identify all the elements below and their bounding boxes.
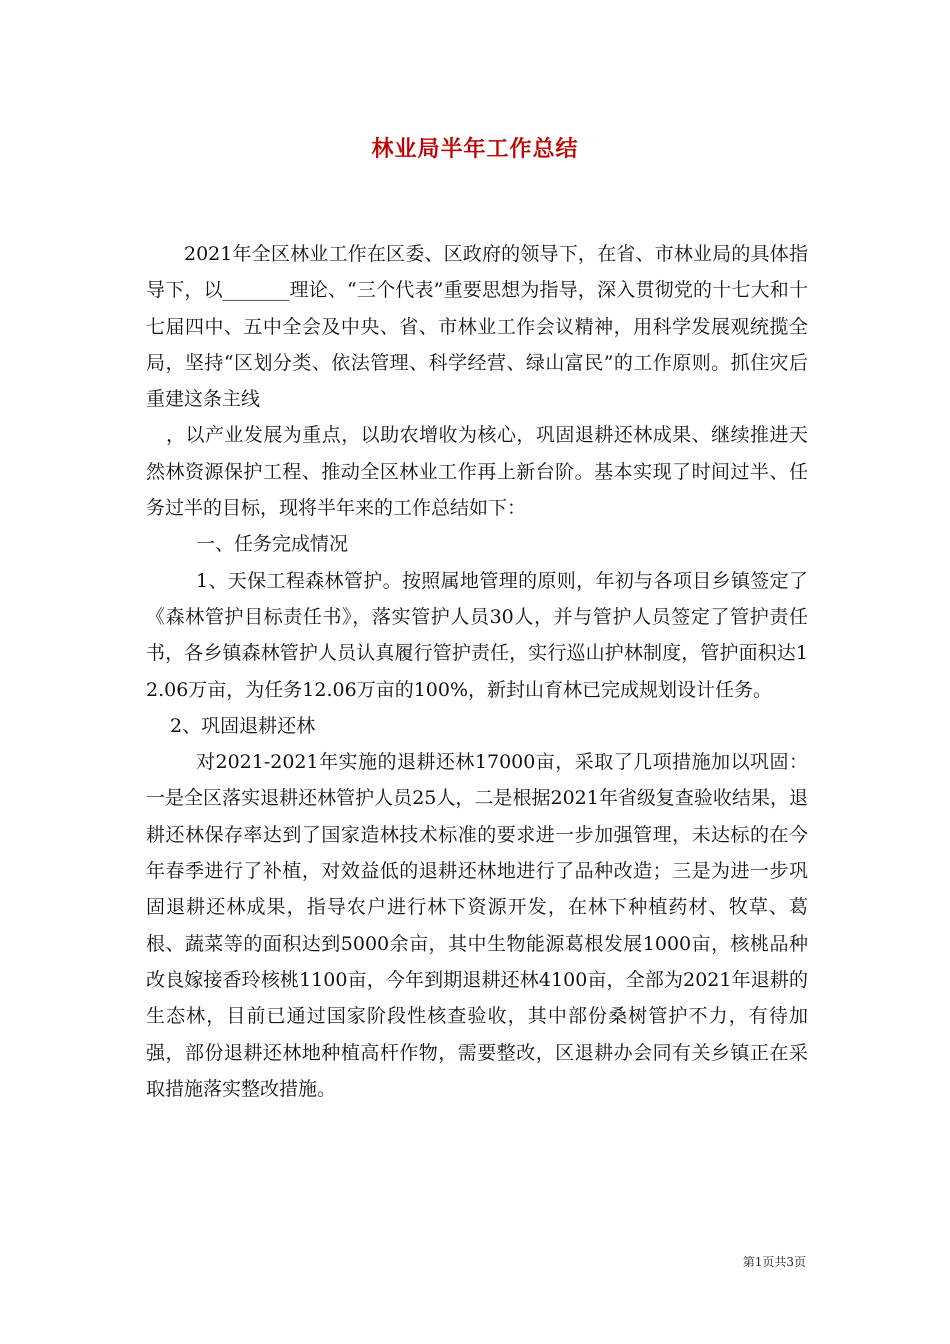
document-body: [146, 236, 808, 1107]
paragraph-forest-protection: 1、天保工程森林管护。按照属地管理的原则，年初与各项目乡镇签定了《森林管护目标责任书》，落实管护人员30人，并与管护人员签定了管护责任书，各乡镇森林管护人员认真履行管护责任，实行巡山护林制度，管护面积达12.06万亩，为任务12.06万亩的100%，新封山育林已完成规划设计任务。: [146, 569, 808, 701]
page-number: 第1页共3页: [742, 1255, 806, 1269]
paragraph-intro: 2021年全区林业工作在区委、区政府的领导下，在省、市林业局的具体指导下，以_______理论、“三个代表”重要思想为指导，深入贯彻党的十七大和十七届四中、五中全会及中央、省、市林业工作会议精神，用科学发展观统揽全局，坚持“区划分类、依法管理、科学经营、绿山富民”的工作原则。抓住灾后重建这条主线: [146, 243, 808, 411]
subsection-heading-consolidate: 2、巩固退耕还林: [170, 714, 316, 737]
paragraph-intro-continued: ，以产业发展为重点，以助农增收为核心，巩固退耕还林成果、继续推进天然林资源保护工程、推动全区林业工作再上新台阶。基本实现了时间过半、任务过半的目标，现将半年来的工作总结如下：: [146, 424, 808, 520]
section-heading-tasks: 一、任务完成情况: [196, 533, 349, 556]
document-title: 林业局半年工作总结: [371, 137, 579, 162]
paragraph-consolidate: 对2021-2021年实施的退耕还林17000亩，采取了几项措施加以巩固：一是全区落实退耕还林管护人员25人，二是根据2021年省级复查验收结果，退耕还林保存率达到了国家造林技术标准的要求进一步加强管理，未达标的在今年春季进行了补植，对效益低的退耕还林地进行了品种改造；三是为进一步巩固退耕还林成果，指导农户进行林下资源开发，在林下种植药材、牧草、葛根、蔬菜等的面积达到5000余亩，其中生物能源葛根发展1000亩，核桃品种改良嫁接香玲核桃1100亩，今年到期退耕还林4100亩，全部为2021年退耕的生态林，目前已通过国家阶段性核查验收，其中部份桑树管护不力，有待加强，部份退耕还林地种植高杆作物，需要整改，区退耕办会同有关乡镇正在采取措施落实整改措施。: [146, 751, 808, 1100]
